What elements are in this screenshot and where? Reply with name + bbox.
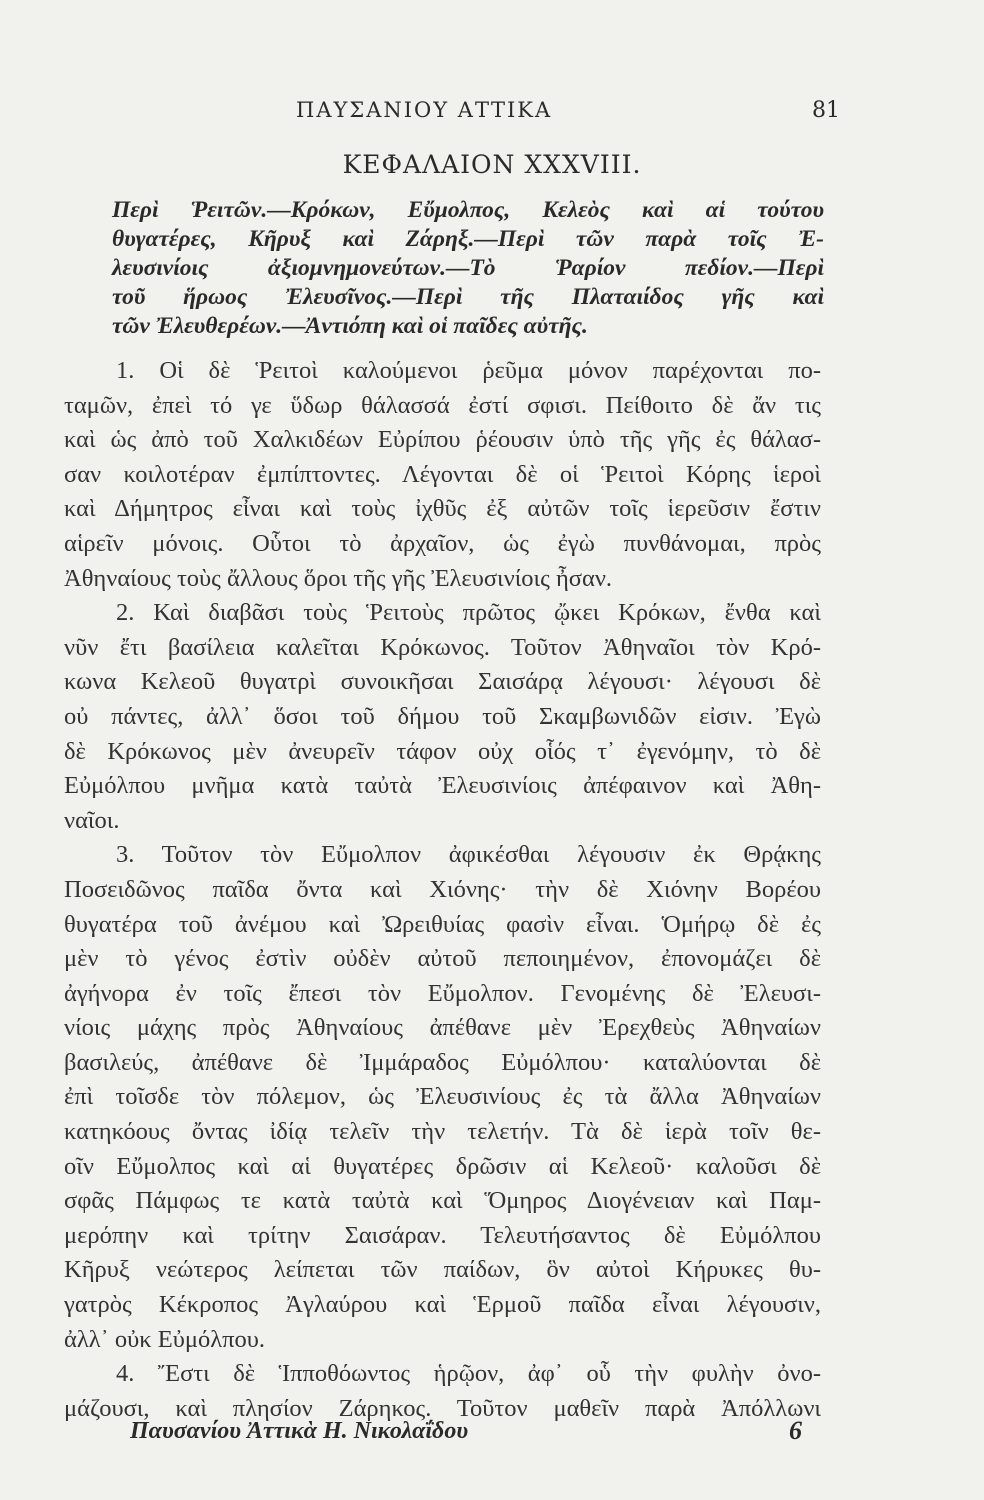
summary-line: Περὶ Ῥειτῶν.—Κρόκων, Εὔμολπος, Κελεὸς καὶ αἱ τούτου bbox=[112, 197, 824, 223]
running-title: ΠΑΥΣΑΝΙΟΥ ΑΤΤΙΚΑ bbox=[296, 98, 553, 122]
body-line: Κῆρυξ νεώτερος λείπεται τῶν παίδων, ὃν αὐτοὶ Κήρυκες θυ- bbox=[64, 1256, 821, 1284]
footer-title: Παυσανίου Ἀττικὰ Η. Νικολαΐδου bbox=[130, 1418, 469, 1444]
body-line: νῦν ἔτι βασίλεια καλεῖται Κρόκωνος. Τοῦτον Ἀθηναῖοι τὸν Κρό- bbox=[64, 633, 821, 661]
body-line: νίοις μάχης πρὸς Ἀθηναίους ἀπέθανε μὲν Ἐρεχθεὺς Ἀθηναίων bbox=[64, 1014, 821, 1042]
body-line: οὐ πάντες, ἀλλ᾽ ὅσοι τοῦ δήμου τοῦ Σκαμβωνιδῶν εἰσιν. Ἐγὼ bbox=[64, 702, 821, 730]
summary-line: τῶν Ἐλευθερέων.—Ἀντιόπη καὶ οἱ παῖδες αὐτῆς. bbox=[112, 313, 588, 339]
signature-mark: 6 bbox=[789, 1416, 802, 1445]
chapter-summary bbox=[112, 196, 824, 341]
body-text bbox=[64, 354, 821, 1426]
body-line: αἱρεῖν μόνοις. Οὗτοι τὸ ἀρχαῖον, ὡς ἐγὼ πυνθάνομαι, πρὸς bbox=[64, 529, 821, 557]
body-line: θυγατέρα τοῦ ἀνέμου καὶ Ὠρειθυίας φασὶν εἶναι. Ὁμήρῳ δὲ ἐς bbox=[64, 910, 821, 938]
running-head bbox=[0, 98, 984, 128]
body-line: καὶ ὡς ἀπὸ τοῦ Χαλκιδέων Εὐρίπου ῥέουσιν ὑπὸ τῆς γῆς ἐς θάλασ- bbox=[64, 426, 821, 454]
chapter-title: ΚΕΦΑΛΑΙΟΝ XXXVIII. bbox=[342, 150, 642, 179]
body-line: Ἀθηναίους τοὺς ἄλλους ὅροι τῆς γῆς Ἐλευσινίοις ἦσαν. bbox=[64, 564, 613, 592]
body-line: ταμῶν, ἐπεὶ τό γε ὕδωρ θάλασσά ἐστί σφισι. Πείθοιτο δὲ ἄν τις bbox=[64, 391, 821, 419]
body-line: καὶ Δήμητρος εἶναι καὶ τοὺς ἰχθῦς ἐξ αὐτῶν τοῖς ἱερεῦσιν ἔστιν bbox=[64, 495, 821, 523]
summary-line: θυγατέρες, Κῆρυξ καὶ Ζάρηξ.—Περὶ τῶν παρὰ τοῖς Ἐ- bbox=[112, 226, 824, 252]
body-line: Εὐμόλπου μνῆμα κατὰ ταὐτὰ Ἐλευσινίοις ἀπέφαινον καὶ Ἀθη- bbox=[64, 772, 821, 800]
body-line: σφᾶς Πάμφως τε κατὰ ταὐτὰ καὶ Ὅμηρος Διογένειαν καὶ Παμ- bbox=[64, 1187, 821, 1215]
body-line: γατρὸς Κέκροπος Ἀγλαύρου καὶ Ἑρμοῦ παῖδα εἶναι λέγουσιν, bbox=[64, 1291, 821, 1319]
page-number: 81 bbox=[812, 98, 840, 123]
body-line: μάζουσι, καὶ πλησίον Ζάρηκος. Τοῦτον μαθεῖν παρὰ Ἀπόλλωνι bbox=[64, 1394, 821, 1422]
body-line: μὲν τὸ γένος ἐστὶν οὐδὲν αὐτοῦ πεποιημένον, ἐπονομάζει δὲ bbox=[64, 945, 821, 973]
body-line: 1. Οἱ δὲ Ῥειτοὶ καλούμενοι ῥεῦμα μόνον παρέχονται πο- bbox=[116, 357, 821, 384]
body-line: ναῖοι. bbox=[64, 806, 120, 834]
body-line: ἐπὶ τοῖσδε τὸν πόλεμον, ὡς Ἐλευσινίους ἐς τὰ ἄλλα Ἀθηναίων bbox=[64, 1083, 821, 1111]
body-line: δὲ Κρόκωνος μὲν ἀνευρεῖν τάφον οὐχ οἷός τ᾽ ἐγενόμην, τὸ δὲ bbox=[64, 737, 821, 765]
body-line: οῖν Εὔμολπος καὶ αἱ θυγατέρες δρῶσιν αἱ Κελεοῦ· καλοῦσι δὲ bbox=[64, 1152, 821, 1180]
body-line: μερόπην καὶ τρίτην Σαισάραν. Τελευτήσαντος δὲ Εὐμόλπου bbox=[64, 1221, 821, 1249]
body-line: κατηκόους ὄντας ἰδίᾳ τελεῖν τὴν τελετήν. Τὰ δὲ ἱερὰ τοῖν θε- bbox=[64, 1118, 821, 1146]
body-line: ἀλλ᾽ οὐκ Εὐμόλπου. bbox=[64, 1325, 265, 1353]
body-line: 2. Καὶ διαβᾶσι τοὺς Ῥειτοὺς πρῶτος ᾤκει Κρόκων, ἔνθα καὶ bbox=[116, 599, 821, 627]
body-line: 3. Τοῦτον τὸν Εὔμολπον ἀφικέσθαι λέγουσιν ἐκ Θρᾴκης bbox=[116, 841, 821, 869]
body-line: Ποσειδῶνος παῖδα ὄντα καὶ Χιόνης· τὴν δὲ Χιόνην Βορέου bbox=[64, 875, 821, 903]
summary-line: λευσινίοις ἀξιομνημονεύτων.—Τὸ Ῥαρίον πεδίον.—Περὶ bbox=[112, 255, 824, 281]
body-line: ἀγήνορα ἐν τοῖς ἔπεσι τὸν Εὔμολπον. Γενομένης δὲ Ἐλευσι- bbox=[64, 979, 821, 1007]
body-line: βασιλεύς, ἀπέθανε δὲ Ἰμμάραδος Εὐμόλπου· καταλύονται δὲ bbox=[64, 1048, 821, 1076]
body-line: 4. Ἔστι δὲ Ἱπποθόωντος ἡρῷον, ἀφ᾽ οὗ τὴν φυλὴν ὀνο- bbox=[116, 1360, 821, 1388]
page-footer bbox=[0, 1418, 984, 1450]
summary-line: τοῦ ἥρωος Ἐλευσῖνος.—Περὶ τῆς Πλαταιίδος γῆς καὶ bbox=[112, 284, 824, 310]
body-line: σαν κοιλοτέραν ἐμπίπτοντες. Λέγονται δὲ οἱ Ῥειτοὶ Κόρης ἱεροὶ bbox=[64, 460, 821, 488]
body-line: κωνα Κελεοῦ θυγατρὶ συνοικῆσαι Σαισάρᾳ λέγουσι· λέγουσι δὲ bbox=[64, 668, 821, 696]
